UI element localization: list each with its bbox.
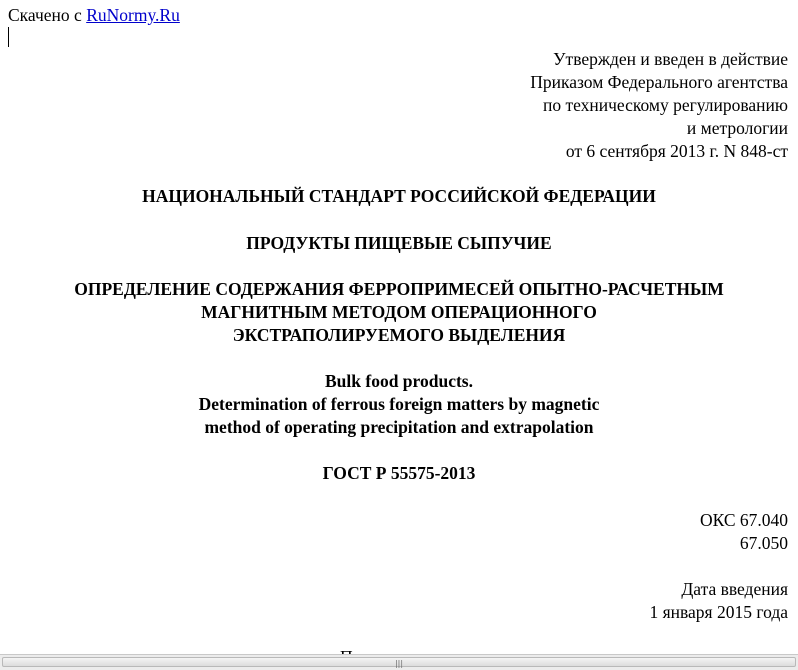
approval-line: и метрологии <box>686 118 788 138</box>
product-title <box>0 232 798 255</box>
standard-title-text: НАЦИОНАЛЬНЫЙ СТАНДАРТ РОССИЙСКОЙ ФЕДЕРАЦИИ <box>142 186 656 206</box>
scrollbar-grip-icon: ||| <box>394 659 404 668</box>
method-title <box>0 278 798 347</box>
downloaded-from-line <box>8 4 180 27</box>
approval-line: от 6 сентября 2013 г. N 848-ст <box>565 141 788 161</box>
downloaded-prefix: Скачено с <box>8 5 82 25</box>
introduction-label: Дата введения <box>681 579 788 599</box>
oks-codes <box>700 509 788 555</box>
approval-block <box>530 48 788 163</box>
oks-code: 67.050 <box>739 533 788 553</box>
scrollbar-thumb[interactable] <box>2 657 796 667</box>
method-title-line: ОПРЕДЕЛЕНИЕ СОДЕРЖАНИЯ ФЕРРОПРИМЕСЕЙ ОПЫТНО-РАСЧЕТНЫМ <box>74 279 724 299</box>
approval-line: Утвержден и введен в действие <box>553 49 788 69</box>
oks-code: ОКС 67.040 <box>699 510 788 530</box>
method-title-line: МАГНИТНЫМ МЕТОДОМ ОПЕРАЦИОННОГО <box>201 302 597 322</box>
approval-line: по техническому регулированию <box>542 95 788 115</box>
introduction-value: 1 января 2015 года <box>649 602 788 622</box>
standard-title <box>0 185 798 208</box>
text-cursor <box>8 27 9 47</box>
runormy-link[interactable]: RuNormy.Ru <box>86 5 180 25</box>
product-title-text: ПРОДУКТЫ ПИЩЕВЫЕ СЫПУЧИЕ <box>246 233 552 253</box>
approval-line: Приказом Федерального агентства <box>530 72 788 92</box>
horizontal-scrollbar[interactable] <box>0 654 798 670</box>
english-title <box>0 370 798 439</box>
introduction-date <box>649 578 788 624</box>
gost-number-text: ГОСТ Р 55575-2013 <box>322 463 476 483</box>
english-title-line: method of operating precipitation and extrapolation <box>204 417 594 437</box>
method-title-line: ЭКСТРАПОЛИРУЕМОГО ВЫДЕЛЕНИЯ <box>232 325 566 345</box>
gost-number <box>0 462 798 485</box>
english-title-line: Determination of ferrous foreign matters by magnetic <box>198 394 600 414</box>
english-title-line: Bulk food products. <box>325 371 473 391</box>
